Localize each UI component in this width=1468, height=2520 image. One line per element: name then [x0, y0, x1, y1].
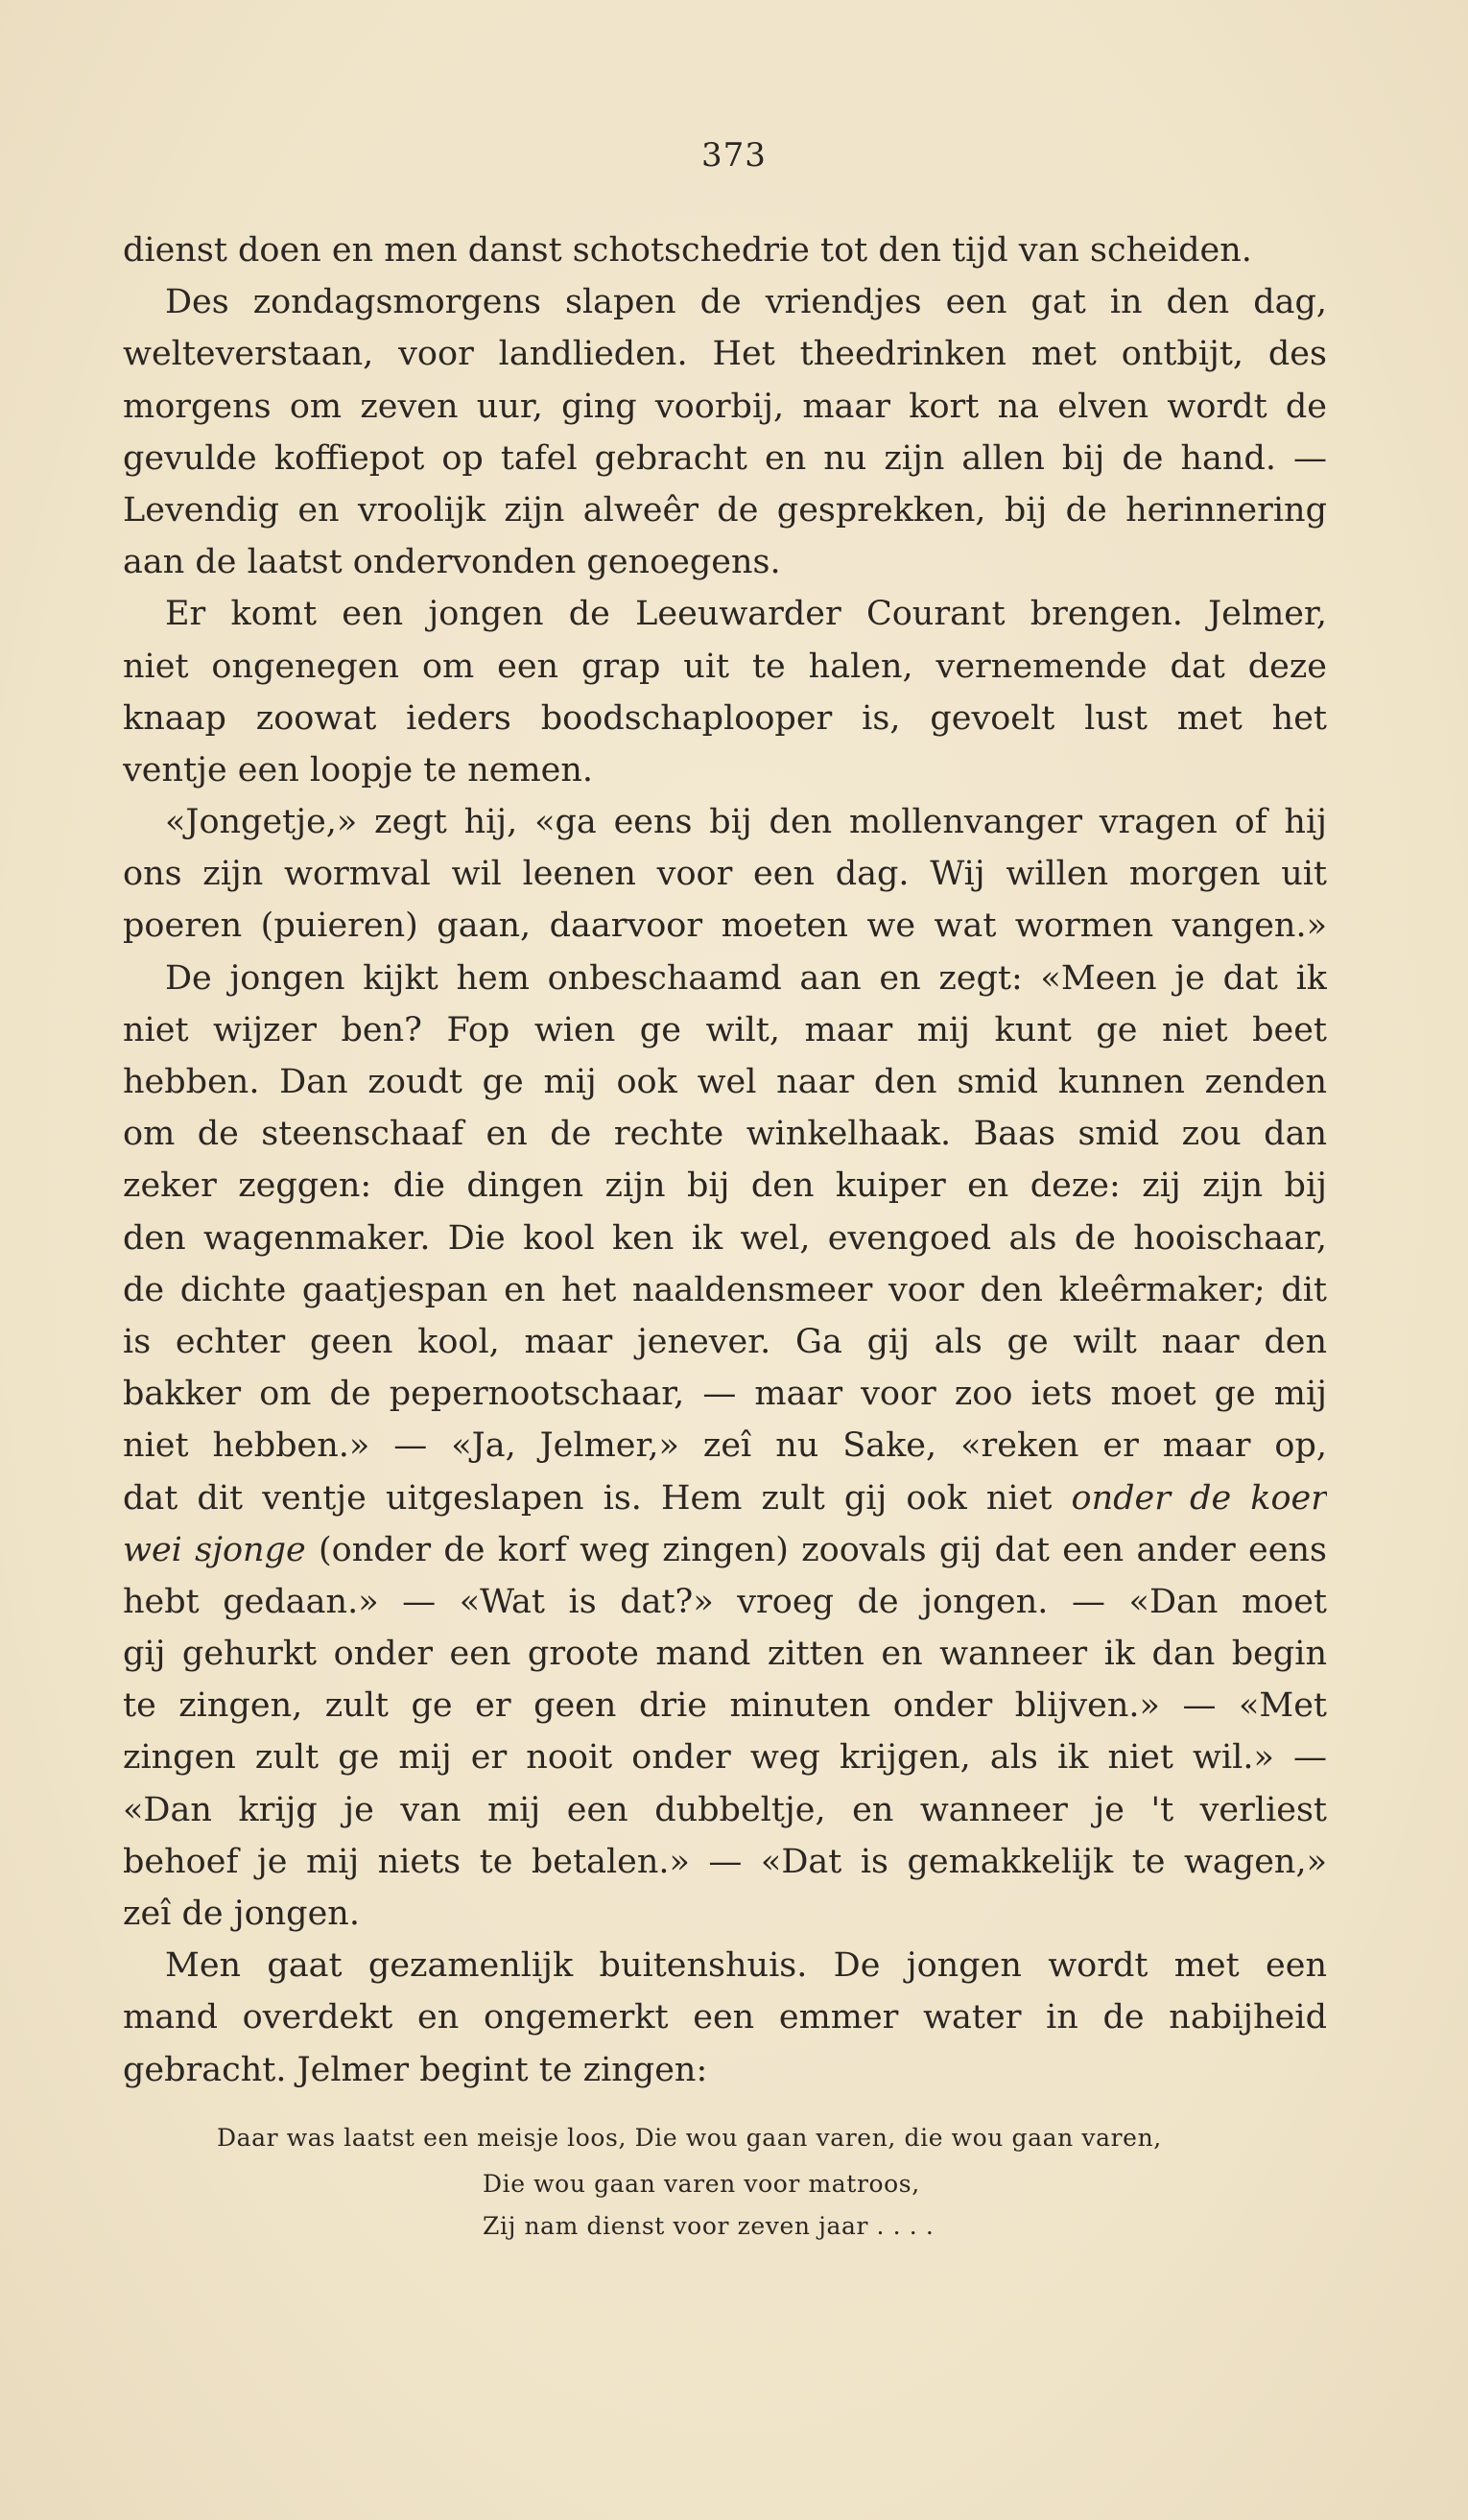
verse-line: Daar was laatst een meisje loos, Die wou gaan varen, die wou gaan varen,: [217, 2124, 1162, 2152]
text-line: ventje een loopje te nemen.: [123, 750, 594, 789]
text-line: bakker om de pepernootschaar, — maar voor zoo iets moet ge mij: [123, 1375, 1327, 1414]
text-line: dienst doen en men danst schotschedrie tot den tijd van scheiden.: [123, 231, 1252, 270]
verse-line: Die wou gaan varen voor matroos,: [483, 2170, 920, 2198]
text-line: morgens om zeven uur, ging voorbij, maar kort na elven wordt de: [123, 387, 1327, 426]
text-line: hebt gedaan.» — «Wat is dat?» vroeg de jongen. — «Dan moet: [123, 1582, 1327, 1621]
text-line: poeren (puieren) gaan, daarvoor moeten we wat wormen vangen.»: [123, 907, 1327, 946]
body-text: [123, 224, 1327, 2096]
text-line: De jongen kijkt hem onbeschaamd aan en zegt: «Meen je dat ik: [165, 958, 1327, 998]
text-line: [123, 1524, 1327, 1576]
text-line: gevulde koffiepot op tafel gebracht en nu zijn allen bij de hand. —: [123, 438, 1327, 478]
text-line: Des zondagsmorgens slapen de vriendjes een gat in den dag,: [165, 283, 1327, 322]
text-line: zeker zeggen: die dingen zijn bij den kuiper en deze: zij zijn bij: [123, 1166, 1327, 1206]
text-line: Levendig en vroolijk zijn alweêr de gesprekken, bij de herinnering: [123, 490, 1327, 530]
text-line: aan de laatst ondervonden genoegens.: [123, 543, 781, 582]
text-line: de dichte gaatjespan en het naaldensmeer voor den kleêrmaker; dit: [123, 1270, 1327, 1309]
text-line: den wagenmaker. Die kool ken ik wel, evengoed als de hooischaar,: [123, 1218, 1327, 1258]
text-line: niet wijzer ben? Fop wien ge wilt, maar mij kunt ge niet beet: [123, 1010, 1327, 1049]
text-line: Men gaat gezamenlijk buitenshuis. De jongen wordt met een: [165, 1946, 1327, 1986]
text-line: zeî de jongen.: [123, 1895, 360, 1933]
text-line: ons zijn wormval wil leenen voor een dag. Wij willen morgen uit: [123, 855, 1327, 894]
text-line: niet ongenegen om een grap uit te halen, vernemende dat deze: [123, 647, 1327, 686]
text-line: hebben. Dan zoudt ge mij ook wel naar den smid kunnen zenden: [123, 1063, 1327, 1101]
text-run: (onder de korf weg zingen) zoovals gij dat een ander eens: [305, 1530, 1327, 1569]
italic-phrase: onder de koer: [1071, 1478, 1327, 1518]
text-line: om de steenschaaf en de rechte winkelhaak. Baas smid zou dan: [123, 1115, 1327, 1154]
text-line: is echter geen kool, maar jenever. Ga gij als ge wilt naar den: [123, 1322, 1327, 1361]
page-number: 373: [701, 136, 767, 175]
verse-line: Zij nam dienst voor zeven jaar . . . .: [483, 2212, 935, 2240]
text-line: mand overdekt en ongemerkt een emmer water in de nabijheid: [123, 1998, 1327, 2037]
text-line: gij gehurkt onder een groote mand zitten en wanneer ik dan begin: [123, 1635, 1327, 1674]
text-line: welteverstaan, voor landlieden. Het theedrinken met ontbijt, des: [123, 335, 1327, 374]
text-line: «Dan krijg je van mij een dubbeltje, en wanneer je 't verliest: [123, 1790, 1327, 1829]
text-line: [123, 1472, 1327, 1524]
text-line: te zingen, zult ge er geen drie minuten onder blijven.» — «Met: [123, 1686, 1327, 1726]
text-line: niet hebben.» — «Ja, Jelmer,» zeî nu Sake, «reken er maar op,: [123, 1426, 1327, 1466]
text-line: Er komt een jongen de Leeuwarder Courant brengen. Jelmer,: [165, 595, 1327, 634]
text-line: zingen zult ge mij er nooit onder weg krijgen, als ik niet wil.» —: [123, 1738, 1327, 1778]
italic-phrase: wei sjonge: [123, 1530, 306, 1569]
text-line: knaap zoowat ieders boodschaplooper is, gevoelt lust met het: [123, 698, 1327, 738]
text-run: dat dit ventje uitgeslapen is. Hem zult gij ook niet: [123, 1478, 1072, 1518]
text-line: gebracht. Jelmer begint te zingen:: [123, 2050, 708, 2089]
text-line: «Jongetje,» zegt hij, «ga eens bij den mollenvanger vragen of hij: [165, 803, 1327, 842]
text-line: behoef je mij niets te betalen.» — «Dat is gemakkelijk te wagen,»: [123, 1842, 1327, 1881]
